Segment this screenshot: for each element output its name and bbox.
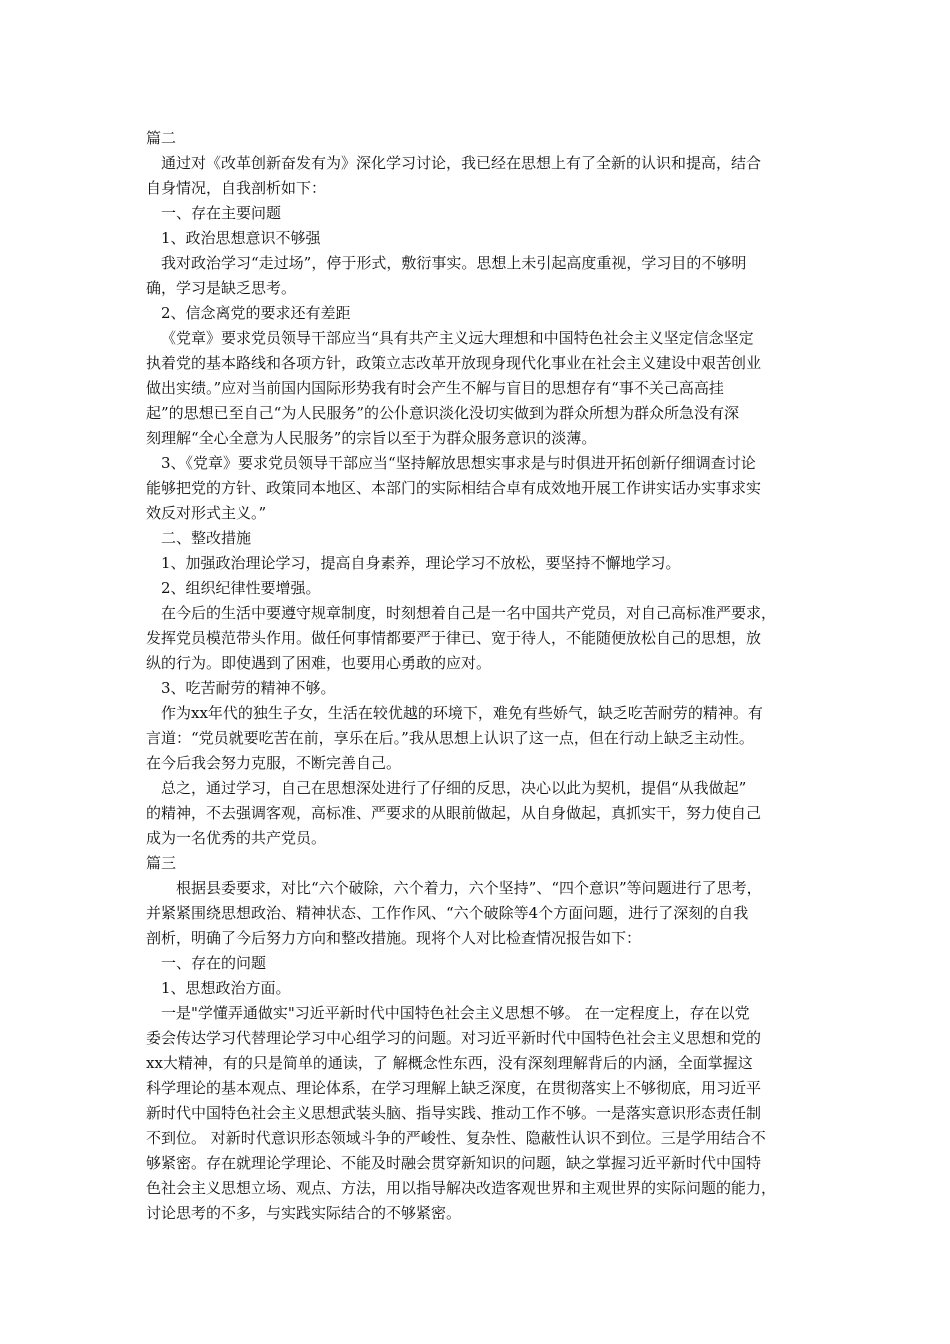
text-line: 《党章》要求党员领导干部应当“具有共产主义远大理想和中国特色社会主义坚定信念坚定: [161, 329, 754, 347]
text-line: 1、加强政治理论学习，提高自身素养，理论学习不放松，要坚持不懈地学习。: [161, 554, 681, 572]
text-line: 2、信念离党的要求还有差距: [161, 304, 351, 322]
text-line: 能够把党的方针、政策同本地区、本部门的实际相结合卓有成效地开展工作讲实话办实事求实: [146, 479, 762, 497]
text-line: 刻理解“全心全意为人民服务”的宗旨以至于为群众服务意识的淡薄。: [146, 429, 597, 447]
text-line: 科学理论的基本观点、理论体系，在学习理解上缺乏深度，在贯彻落实上不够彻底，用习近平: [146, 1079, 762, 1097]
text-line: 委会传达学习代替理论学习中心组学习的问题。对习近平新时代中国特色社会主义思想和党的: [146, 1029, 762, 1047]
text-line: 自身情况，自我剖析如下：: [146, 179, 327, 197]
text-line: 纵的行为。即使遇到了困难，也要用心勇敢的应对。: [146, 654, 492, 672]
text-line: xx大精神，有的只是简单的通读，了 解概念性东西，没有深刻理解背后的内涵，全面掌握这: [146, 1054, 753, 1072]
text-line: 1、思想政治方面。: [161, 979, 291, 997]
section-heading: 篇二: [146, 129, 177, 147]
text-line: 确，学习是缺乏思考。: [146, 279, 297, 297]
text-line: 执着党的基本路线和各项方针，政策立志改革开放现身现代化事业在社会主义建设中艰苦创业: [146, 354, 762, 372]
text-line: 2、组织纪律性要增强。: [161, 579, 321, 597]
text-line: 剖析，明确了今后努力方向和整改措施。现将个人对比检查情况报告如下：: [146, 929, 642, 947]
text-line: 效反对形式主义。”: [146, 504, 267, 522]
text-line: 不到位。 对新时代意识形态领域斗争的严峻性、复杂性、隐蔽性认识不到位。三是学用结合不: [146, 1129, 766, 1147]
text-line: 够紧密。存在就理论学理论、不能及时融会贯穿新知识的问题，缺之掌握习近平新时代中国特: [146, 1154, 762, 1172]
text-line: 成为一名优秀的共产党员。: [146, 829, 327, 847]
text-line: 起”的思想已至自己“为人民服务”的公仆意识淡化没切实做到为群众所想为群众所急没有深: [146, 404, 740, 422]
section-heading: 篇三: [146, 854, 177, 872]
text-line: 在今后的生活中要遵守规章制度，时刻想着自己是一名中国共产党员，对自己高标准严要求，: [161, 604, 777, 622]
text-line: 色社会主义思想立场、观点、方法，用以指导解决改造客观世界和主观世界的实际问题的能力，: [146, 1179, 777, 1197]
text-line: 二、整改措施: [161, 529, 252, 547]
text-line: 通过对《改革创新奋发有为》深化学习讨论，我已经在思想上有了全新的认识和提高，结合: [161, 154, 762, 172]
text-line: 讨论思考的不多，与实践实际结合的不够紧密。: [146, 1204, 462, 1222]
text-line: 做出实绩。”应对当前国内国际形势我有时会产生不解与盲目的思想存有“事不关己高高挂: [146, 379, 724, 397]
text-line: 根据县委要求，对比“六个破除，六个着力，六个坚持”、“四个意识”等问题进行了思考，: [176, 879, 762, 897]
text-line: 新时代中国特色社会主义思想武装头脑、指导实践、推动工作不够。一是落实意识形态责任制: [146, 1104, 762, 1122]
text-line: 一是"学懂弄通做实"习近平新时代中国特色社会主义思想不够。 在一定程度上，存在以党: [161, 1004, 750, 1022]
document-body: [146, 126, 818, 1226]
text-line: 并紧紧围绕思想政治、精神状态、工作作风、“六个破除等4个方面问题，进行了深刻的自我: [146, 904, 749, 922]
text-line: 在今后我会努力克服，不断完善自己。: [146, 754, 402, 772]
text-line: 1、政治思想意识不够强: [161, 229, 321, 247]
text-line: 我对政治学习“走过场”，停于形式，敷衍事实。思想上未引起高度重视，学习目的不够明: [161, 254, 747, 272]
text-line: 的精神，不去强调客观，高标准、严要求的从眼前做起，从自身做起，真抓实干，努力使自己: [146, 804, 762, 822]
text-line: 总之，通过学习，自己在思想深处进行了仔细的反思，决心以此为契机，提倡“从我做起”: [161, 779, 747, 797]
text-line: 3、吃苦耐劳的精神不够。: [161, 679, 336, 697]
text-line: 发挥党员模范带头作用。做任何事情都要严于律已、宽于待人，不能随便放松自己的思想，放: [146, 629, 762, 647]
text-line: 言道：“党员就要吃苦在前，享乐在后。”我从思想上认识了这一点，但在行动上缺乏主动性。: [146, 729, 754, 747]
text-line: 3、《党章》要求党员领导干部应当“坚持解放思想实事求是与时俱进开拓创新仔细调查讨论: [161, 454, 756, 472]
text-line: 一、存在的问题: [161, 954, 267, 972]
text-line: 作为xx年代的独生子女，生活在较优越的环境下，难免有些娇气，缺乏吃苦耐劳的精神。有: [161, 704, 763, 722]
text-line: 一、存在主要问题: [161, 204, 282, 222]
